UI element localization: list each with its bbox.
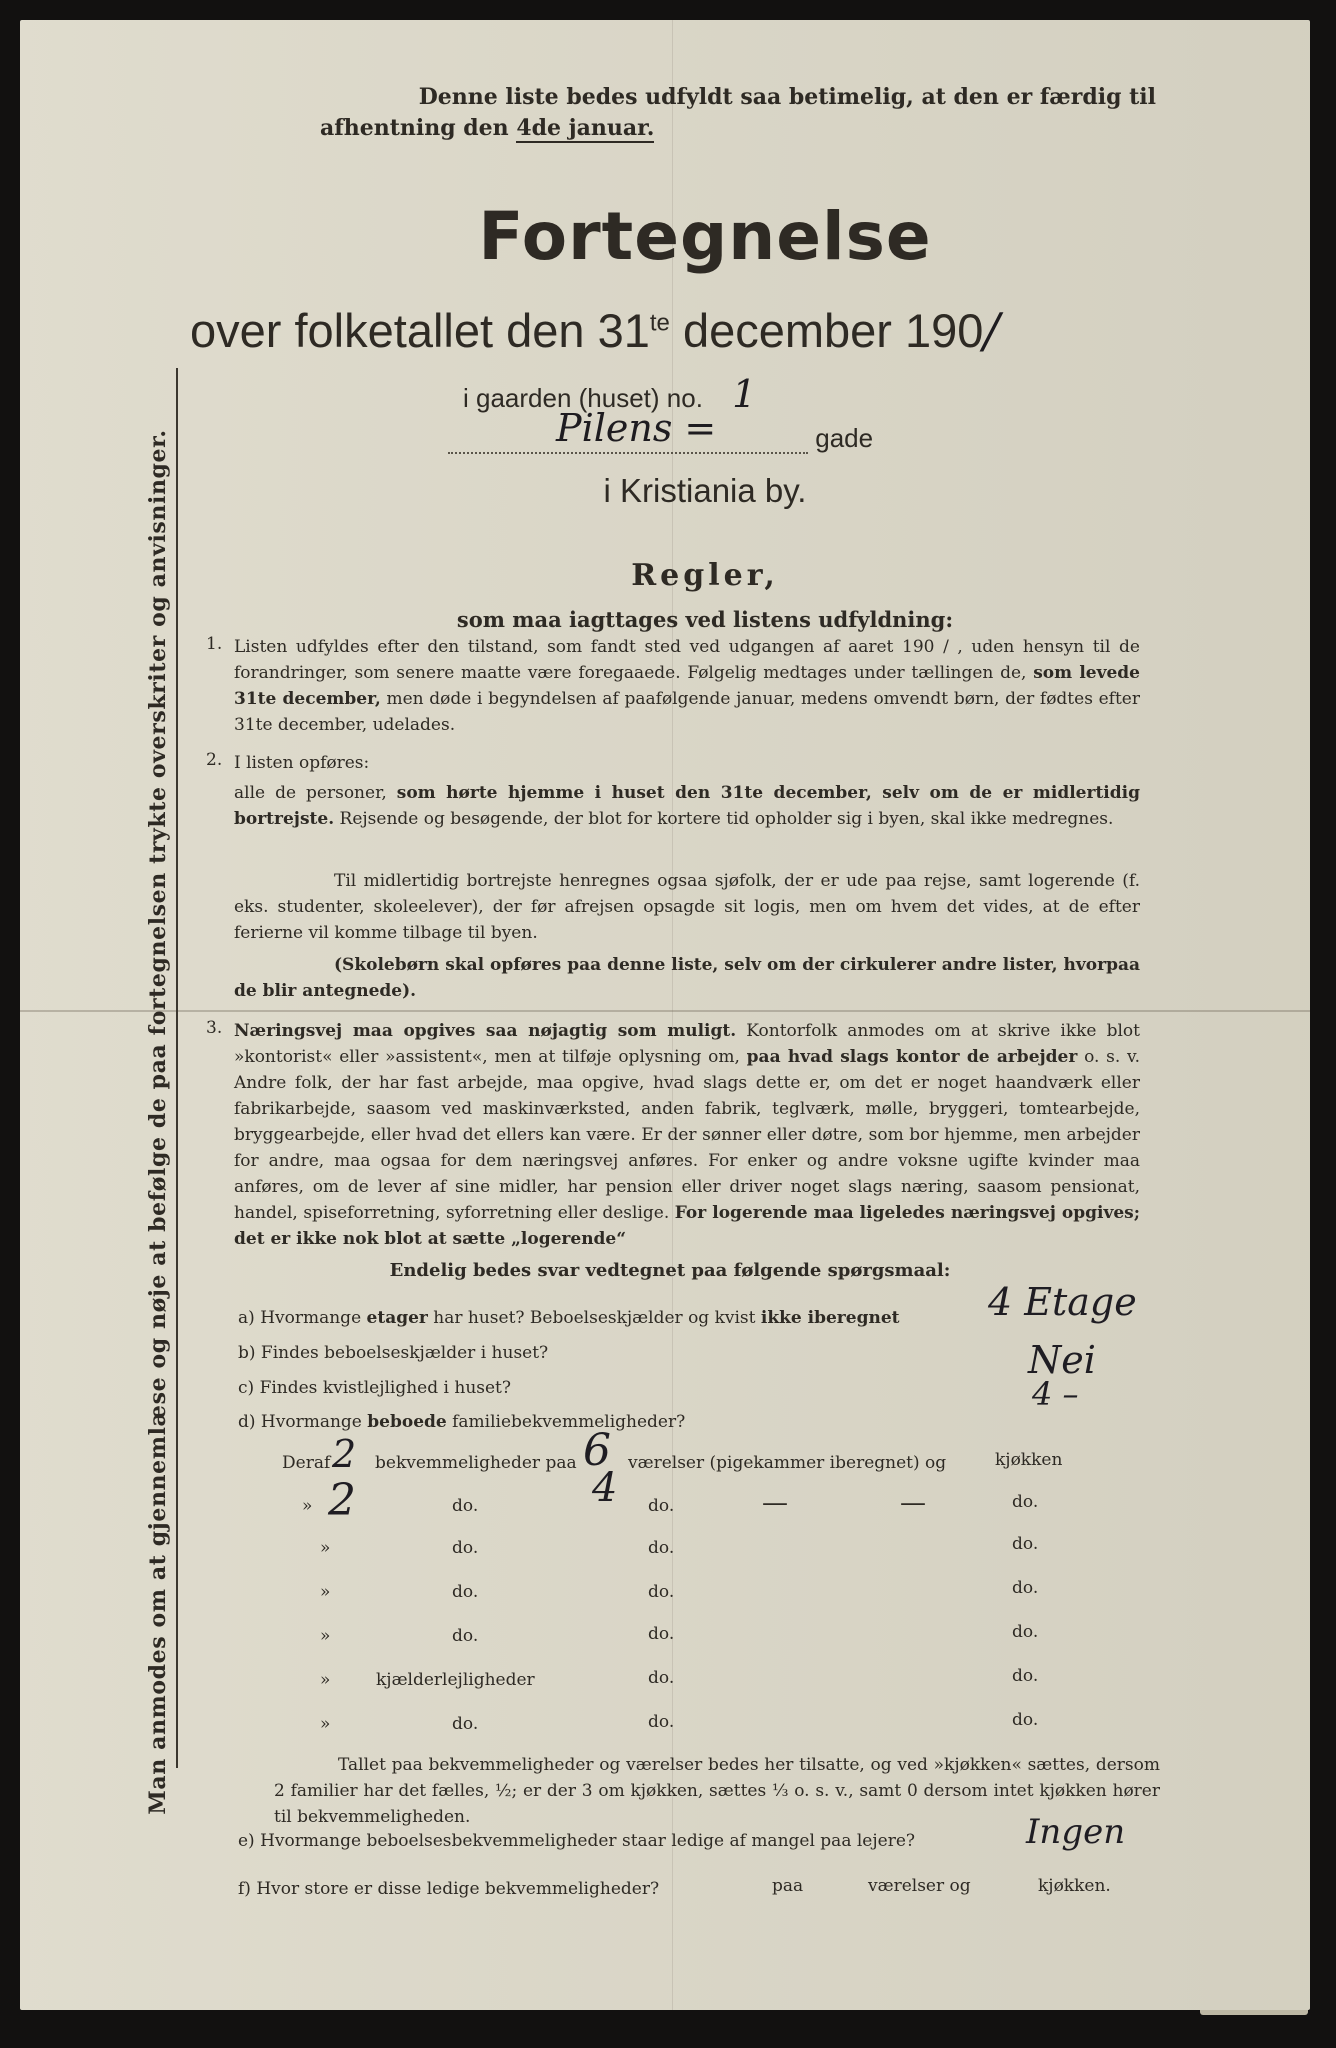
notice-line-1: Denne liste bedes udfyldt saa betimelig, at den er færdig til: [418, 84, 1156, 110]
rule-2-para-3: (Skolebørn skal opføres paa denne liste, selv om der cirkulerer andre lister, hvorpaa de blir antegnede).: [234, 955, 1140, 1001]
rule-1-text: [234, 634, 1140, 738]
notice-line-2: afhentning den: [320, 115, 509, 141]
row-7-bullet: »: [320, 1714, 331, 1734]
handwritten-street: Pilens =: [556, 406, 717, 450]
row-2-bullet: »: [302, 1496, 313, 1516]
subtitle-text-2: december 190: [682, 304, 984, 357]
subtitle-sup: te: [649, 309, 670, 337]
row-5-kjokken-do: do.: [1012, 1622, 1039, 1642]
question-b: [238, 1340, 548, 1366]
question-f-paa: paa: [772, 1876, 804, 1896]
rule-2-number: 2.: [206, 750, 223, 770]
question-c-text: Findes kvistlejlighed i huset?: [259, 1378, 512, 1398]
gaard-label: i gaarden (huset) no.: [463, 383, 703, 413]
row-7-kjokken-do: do.: [1012, 1710, 1039, 1730]
handwritten-year: /: [983, 303, 1000, 359]
rule-1-part-2: som levede 31te december,: [234, 663, 1140, 709]
vaer-label: værelser (pigekammer iberegnet) og: [628, 1453, 947, 1473]
row-2-dash-1: —: [762, 1488, 788, 1518]
question-a-text-2: har huset? Beboelseskjælder og kvist: [427, 1308, 761, 1328]
handwritten-row-1-bek: 2: [332, 1432, 357, 1476]
handwritten-row-2-vaer: 4: [592, 1465, 618, 1511]
rule-3-part-1: Næringsvej maa opgives saa nøjagtig som muligt.: [234, 1021, 737, 1041]
rule-3-part-4: o. s. v. Andre folk, der har fast arbejde, maa opgive, hvad slags dette er, om det er noget haandværk eller fabrikarbejde, saasom ved maskinværksted, anden fabrik, teglværk, mølle, bryggeri, tomtearbejde, bryggearbejde, eller hvad det ellers kan være. Er der sønner eller døtre, som bor hjemme, men arbejder for andre, maa ogsaa for dem næringsvej anføres. For enker og andre voksne ugifte kvinder maa anføres, om de lever af sine midler, har pension eller driver noget slags næring, saasom pensionat, handel, spiseforretning, syforretning eller deslige.: [234, 1047, 1141, 1223]
row-6-vaer-do: do.: [648, 1668, 675, 1688]
question-d-text-2: familiebekvemmeligheder?: [446, 1412, 686, 1432]
row-2-kjokken-do: do.: [1012, 1492, 1039, 1512]
question-e-text: Hvormange beboelsesbekvemmeligheder staar ledige af mangel paa lejere?: [260, 1831, 915, 1851]
row-5-vaer-do: do.: [648, 1624, 675, 1644]
rule-1-part-1: Listen udfyldes efter den tilstand, som fandt sted ved udgangen af aaret 190 / , uden hensyn til de forandringer, som senere maatte være foregaaede. Følgelig medtages under tællingen de,: [234, 637, 1140, 683]
handwritten-answer-b: Nei: [1028, 1338, 1096, 1382]
handwritten-answer-c: 4 –: [1032, 1375, 1079, 1413]
street-dotted-field: [448, 406, 808, 454]
handwritten-row-1-vaer: 6: [583, 1425, 611, 1476]
rules-subheading: som maa iagttages ved listens udfyldning:: [456, 607, 954, 632]
handwritten-house-no: 1: [732, 372, 757, 416]
question-d: [238, 1409, 685, 1435]
deraf-label: Deraf: [282, 1453, 331, 1473]
row-4-kjokken-do: do.: [1012, 1578, 1039, 1598]
question-d-label: d): [238, 1412, 256, 1432]
notice-date: 4de januar.: [516, 115, 655, 141]
row-5-bek-do: do.: [452, 1626, 479, 1646]
rule-2-part-3: Rejsende og besøgende, der blot for kortere tid opholder sig i byen, skal ikke medregnes.: [334, 809, 1114, 829]
page-title: Fortegnelse: [478, 198, 932, 275]
row-4-vaer-do: do.: [648, 1582, 675, 1602]
row-7-vaer-do: do.: [648, 1712, 675, 1732]
handwritten-answer-a: 4 Etage: [988, 1280, 1137, 1324]
question-f-vaer: værelser og: [868, 1876, 971, 1896]
row-2-dash-2: —: [900, 1488, 926, 1518]
row-3-kjokken-do: do.: [1012, 1534, 1039, 1554]
row-5-bullet: »: [320, 1626, 331, 1646]
subtitle-text: over folketallet den 31: [190, 304, 650, 357]
page-subtitle: [190, 303, 1270, 359]
gade-label: gade: [815, 423, 874, 453]
questions-heading: Endelig bedes svar vedtegnet paa følgende spørgsmaal:: [389, 1260, 951, 1281]
row-7-bek-do: do.: [452, 1714, 479, 1734]
row-6-kjokken-do: do.: [1012, 1666, 1039, 1686]
row-4-bek-do: do.: [452, 1582, 479, 1602]
rule-3-part-3: paa hvad slags kontor de arbejder: [746, 1047, 1078, 1067]
handwritten-answer-e: Ingen: [1026, 1812, 1126, 1852]
rule-1-part-3: men døde i begyndelsen af paafølgende januar, medens omvendt børn, der fødtes efter 31te december, udelades.: [234, 689, 1140, 735]
question-a-text-1: Hvormange: [260, 1308, 367, 1328]
handwritten-row-2-bek: 2: [328, 1475, 356, 1526]
rule-3-part-2: Kontorfolk anmodes om at skrive ikke blot »kontorist« eller »assistent«, men at tilføje oplysning om,: [234, 1021, 1140, 1067]
question-a-bold-1: etager: [366, 1308, 428, 1328]
rules-heading: Regler,: [631, 558, 779, 593]
rule-2-part-2: som hørte hjemme i huset den 31te december, selv om de er midlertidig bortrejste.: [234, 783, 1140, 829]
question-d-bold: beboede: [367, 1412, 447, 1432]
row-2-vaer-do: do.: [648, 1496, 675, 1516]
bek-label: bekvemmeligheder paa: [375, 1453, 577, 1473]
rule-2-part-1: alle de personer,: [234, 783, 397, 803]
pickup-notice: [320, 82, 1170, 144]
row-6-bullet: »: [320, 1670, 331, 1690]
question-c: [238, 1375, 511, 1401]
question-f-label: f): [238, 1879, 251, 1899]
city-line: i Kristiania by.: [603, 472, 807, 509]
kjokken-label: kjøkken: [995, 1450, 1063, 1470]
question-b-text: Findes beboelseskjælder i huset?: [260, 1343, 549, 1363]
question-e: [238, 1828, 915, 1854]
sidebar-instruction: Man anmodes om at gjennemlæse og nøje at befølge de paa fortegnelsen trykte overskriter og anvisninger.: [145, 429, 171, 1815]
question-f: [238, 1876, 659, 1902]
rule-2-para-2: Til midlertidig bortrejste henregnes ogsaa sjøfolk, der er ude paa rejse, samt logerende (f. eks. studenter, skoleelever), der før afrejsen opsagde sit logis, men om hvem det vides, at de efter ferierne vil komme tilbage til byen.: [234, 871, 1140, 943]
row-3-vaer-do: do.: [648, 1538, 675, 1558]
rule-3-part-5: For logerende maa ligeledes næringsvej opgives; det er ikke nok blot at sætte „logerende“: [234, 1203, 1141, 1249]
rule-3-number: 3.: [206, 1018, 223, 1038]
row-3-bullet: »: [320, 1538, 331, 1558]
row-3-bek-do: do.: [452, 1538, 479, 1558]
rule-1-number: 1.: [206, 634, 223, 654]
question-b-label: b): [238, 1343, 256, 1363]
rule-2-intro: I listen opføres:: [234, 753, 370, 773]
question-c-label: c): [238, 1378, 255, 1398]
question-d-text-1: Hvormange: [260, 1412, 368, 1432]
question-a-bold-2: ikke iberegnet: [760, 1308, 900, 1328]
row-2-bek-do: do.: [452, 1496, 479, 1516]
question-a: [238, 1305, 900, 1331]
counting-note: Tallet paa bekvemmeligheder og værelser bedes her tilsatte, og ved »kjøkken« sættes, dersom 2 familier har det fælles, ½; er der 3 om kjøkken, sættes ⅓ o. s. v., samt 0 dersom intet kjøkken hører til bekvemmeligheden.: [274, 1755, 1160, 1827]
street-line: [448, 406, 874, 454]
census-form-sheet: [20, 20, 1310, 2010]
row-4-bullet: »: [320, 1582, 331, 1602]
kjaelder-label: kjælderlejligheder: [376, 1670, 535, 1690]
sidebar-rule: [176, 368, 178, 1768]
rule-2-text: [234, 780, 1140, 832]
question-a-label: a): [238, 1308, 255, 1328]
question-f-kjokken: kjøkken.: [1038, 1876, 1111, 1896]
rule-3-text: [234, 1018, 1140, 1252]
question-f-text: Hvor store er disse ledige bekvemmeligheder?: [256, 1879, 660, 1899]
question-e-label: e): [238, 1831, 255, 1851]
fold-line-horizontal: [20, 1010, 1310, 1012]
